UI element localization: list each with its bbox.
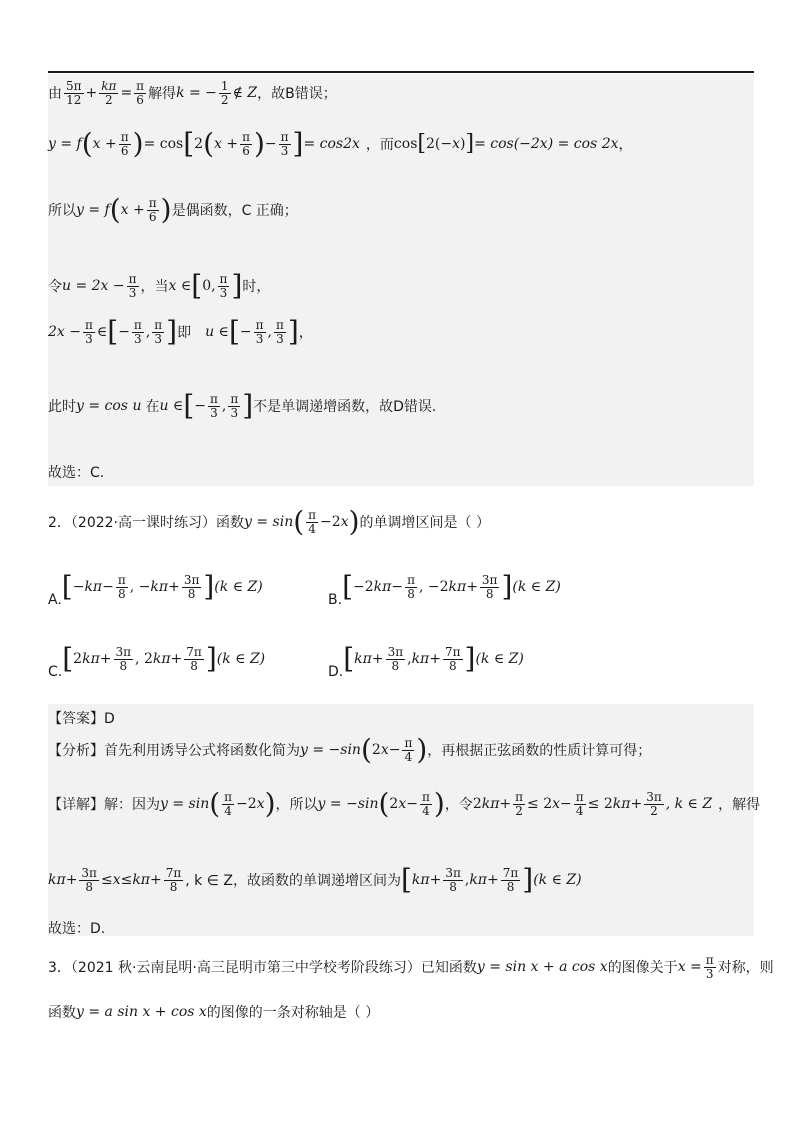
- answer-label: 【答案】D: [48, 711, 115, 727]
- option-d[interactable]: D. [ kπ + $\frac{3\pi}{8}$ , kπ + $\frac{7\pi}{8}$ ] (k ∈ Z): [328, 642, 524, 680]
- fraction: $\frac{3\pi}{8}$: [387, 644, 404, 673]
- fraction: $\frac{\pi}{8}$: [407, 572, 415, 601]
- fraction: $\frac{3\pi}{8}$: [445, 865, 461, 894]
- fraction: $\frac{\pi}{6}$: [242, 129, 250, 158]
- fraction: $\frac{3\pi}{8}$: [115, 644, 132, 673]
- fraction: $\frac{\pi}{3}$: [219, 271, 228, 300]
- fraction: $\frac{\pi}{4}$: [575, 789, 584, 818]
- fraction: $\frac{\pi}{3}$: [209, 391, 218, 420]
- option-a[interactable]: A. [ − kπ − $\frac{\pi}{8}$ , − kπ + $\frac{3\pi}{8}$ ] (k ∈ Z): [48, 570, 263, 608]
- fraction: $\frac{\pi}{3}$: [255, 317, 264, 346]
- question-2-stem: 2．（2022·高一课时练习）函数 y = sin ( $\frac{\pi}{4}$ −2 x ) 的单调增区间是（ ）: [48, 505, 490, 538]
- fraction: $\frac{\pi}{4}$: [421, 789, 430, 818]
- fraction: $\frac{\pi}{3}$: [280, 129, 289, 158]
- detail-line: 【详解】解：因为 y = sin ( $\frac{\pi}{4}$ −2 x ) ，所以 y = −sin ( 2 x − $\frac{\pi}{4}$ ) ，令 2 kπ + $\frac{\pi}{2}$ ≤ 2 x − $\frac{\pi}{4}$ ≤ 2 kπ + $\frac{3\pi}{2}$ , k ∈ Z ，解得: [48, 787, 761, 820]
- fraction: $\frac{\pi}{3}$: [275, 317, 284, 346]
- fraction: $\frac{\pi}{3}$: [705, 953, 714, 981]
- answer-choice: 故选：D.: [48, 921, 106, 937]
- solution-line-3: 所以 y = f ( x + $\frac{\pi}{6}$ ) 是偶函数，C 正确；: [48, 193, 298, 226]
- solution-line-4: 令 u = 2x − $\frac{\pi}{3}$ ，当 x ∈ [ 0, $\frac{\pi}{3}$ ] 时，: [48, 269, 271, 302]
- fraction: $\frac{3\pi}{8}$: [183, 572, 200, 601]
- fraction: $\frac{\pi}{8}$: [117, 572, 126, 601]
- fraction: $\frac{\pi}{6}$: [148, 195, 157, 224]
- question-3-stem: 3．（2021 秋·云南昆明·高三昆明市第三中学校考阶段练习）已知函数 y = sin x + a cos x 的图像关于 x = $\frac{\pi}{3}$ 对称，则: [48, 953, 774, 981]
- solution-line-5: 2x − $\frac{\pi}{3}$ ∈ [ − $\frac{\pi}{3}$ , $\frac{\pi}{3}$ ] 即 u ∈ [ − $\frac{\pi}{3}$ , $\frac{\pi}{3}$ ] ，: [48, 315, 313, 348]
- question-3-line-2: 函数 y = a sin x + cos x 的图像的一条对称轴是（ ）: [48, 1004, 380, 1021]
- result-line: kπ + $\frac{3\pi}{8}$ ≤ x ≤ kπ + $\frac{7\pi}{8}$ , k ∈ Z，故函数的单调递增区间为 [ kπ + $\frac{3\pi}{8}$ , kπ + $\frac{7\pi}{8}$ ] (k ∈ Z): [48, 863, 582, 896]
- fraction: $\frac{\pi}{2}$: [515, 789, 524, 818]
- fraction: $\frac{3\pi}{2}$: [646, 789, 662, 818]
- solution-line-2: y = f ( x + $\frac{\pi}{6}$ ) = cos [ 2 ( x + $\frac{\pi}{6}$ ) − $\frac{\pi}{3}$ ] = cos2x ，而 cos [ 2(− x ) ] = cos(−2x) = cos 2x ，: [48, 127, 633, 160]
- solution-choice: 故选：C.: [48, 465, 105, 481]
- option-c[interactable]: C. [ 2 kπ + $\frac{3\pi}{8}$ , 2 kπ + $\frac{7\pi}{8}$ ] (k ∈ Z): [48, 642, 266, 680]
- option-b[interactable]: B. [ −2 kπ − $\frac{\pi}{8}$ , −2 kπ + $\frac{3\pi}{8}$ ] (k ∈ Z): [328, 570, 561, 608]
- fraction: $\frac{1}{2}$: [220, 79, 229, 107]
- fraction: $\frac{\pi}{4}$: [308, 507, 317, 536]
- fraction: $\frac{\pi}{4}$: [224, 789, 233, 818]
- header-rule: [48, 71, 754, 73]
- analysis-line: 【分析】首先利用诱导公式将函数化简为 y = −sin ( 2 x − $\frac{\pi}{4}$ ) ，再根据正弦函数的性质计算可得；: [48, 733, 652, 766]
- fraction: $\frac{\pi}{6}$: [120, 129, 129, 158]
- fraction: $\frac{\pi}{4}$: [404, 735, 413, 764]
- fraction: $\frac{5\pi}{12}$: [66, 79, 82, 107]
- solution-line-6: 此时 y = cos u 在 u ∈ [ − $\frac{\pi}{3}$ , $\frac{\pi}{3}$ ] 不是单调递增函数，故D错误.: [48, 389, 437, 422]
- fraction: $\frac{3\pi}{8}$: [81, 865, 97, 894]
- fraction: $\frac{\pi}{3}$: [154, 317, 163, 346]
- fraction: $\frac{\pi}{6}$: [136, 79, 145, 107]
- fraction: $\frac{7\pi}{8}$: [165, 865, 182, 894]
- fraction: $\frac{\pi}{3}$: [230, 391, 239, 420]
- fraction: $\frac{7\pi}{8}$: [445, 644, 461, 673]
- fraction: $\frac{3\pi}{8}$: [481, 572, 498, 601]
- fraction: $\frac{\pi}{3}$: [84, 317, 93, 346]
- solution-line-1: 由 $\frac{5\pi}{12}$ + $\frac{k\pi}{2}$ = $\frac{\pi}{6}$ 解得 k = − $\frac{1}{2}$ ∉ Z ，故B错误；: [48, 79, 337, 107]
- fraction: $\frac{k\pi}{2}$: [101, 79, 117, 107]
- fraction: $\frac{\pi}{3}$: [128, 271, 137, 300]
- fraction: $\frac{\pi}{3}$: [133, 317, 142, 346]
- fraction: $\frac{7\pi}{8}$: [502, 865, 519, 894]
- fraction: $\frac{7\pi}{8}$: [186, 644, 202, 673]
